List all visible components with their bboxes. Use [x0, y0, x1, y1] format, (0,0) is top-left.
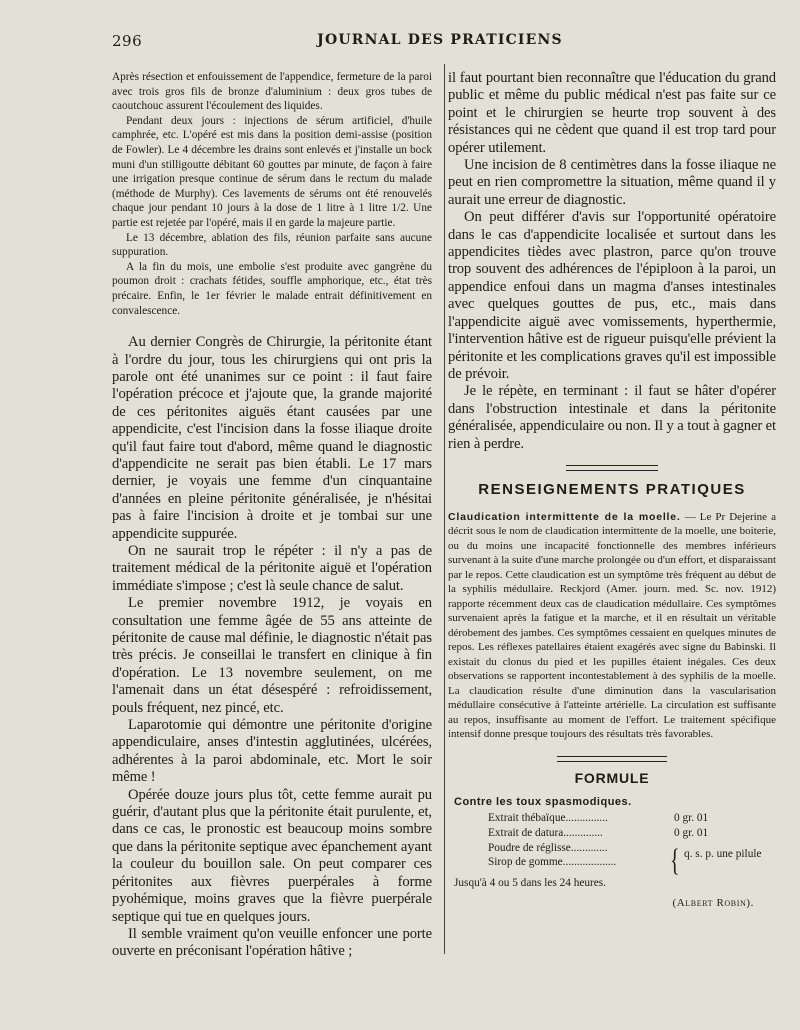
formule-subtitle: Contre les toux spasmodiques.: [454, 795, 632, 808]
ingredient-row: [448, 827, 776, 842]
brace-symbol: {: [670, 842, 680, 878]
ingredient-dose: 0 gr. 01: [674, 811, 709, 824]
case-paragraph: Le 13 décembre, ablation des fils, réunion parfaite sans aucune suppuration.: [112, 231, 432, 259]
body-paragraph: Laparotomie qui démontre une péritonite d'origine appendiculaire, anses d'intestin agglutinées, ulcérées, adhérentes à la paroi abdominale, etc. Mort le soir même !: [112, 717, 432, 786]
case-paragraph: Après résection et enfouissement de l'appendice, fermeture de la paroi avec trois gros fils de bronze d'aluminium : deux gros tubes de caoutchouc assurent l'écoulement des liquides.: [112, 71, 432, 113]
body-paragraph: il faut pourtant bien reconnaître que l'éducation du grand public et même du public médical n'est pas faite sur ce point et le chirurgien se heurte trop souvent à des résistances qui ne cèdent que quand il est trop tard pour opérer utilement.: [448, 70, 776, 156]
right-column: [448, 70, 776, 909]
body-paragraph: Il semble vraiment qu'on veuille enfoncer une porte ouverte en préconisant l'opération hâtive ;: [112, 925, 432, 960]
left-column: [112, 70, 432, 961]
ingredient-row: [448, 812, 776, 827]
body-paragraph: Au dernier Congrès de Chirurgie, la péritonite étant à l'ordre du jour, tous les chirurgiens qui ont pris la parole ont été unanimes sur ce point : il faut faire l'opération précoce et j'ajoute que, la grande majorité de ces péritonites aiguës étant causées par une appendicite, c'est l'incision dans la fosse iliaque droite qu'il faut faire tout d'abord, même quand le diagnostic d'appendicite ne serait pas bien établi. Le 17 mars dernier, je voyais une femme d'un cinquantaine d'années en pleine péritonite généralisée, je n'hésitai pas à faire l'incision à droite et je tombai sur une appendicite suppurée.: [112, 334, 432, 542]
formule-signature: (Albert Robin).: [672, 897, 754, 910]
ingredient-name: Sirop de gomme...................: [488, 856, 617, 869]
body-paragraph: Une incision de 8 centimètres dans la fosse iliaque ne peut en rien compromettre la situation, même quand il y aurait une erreur de diagnostic.: [448, 157, 776, 208]
body-paragraph: On ne saurait trop le répéter : il n'y a pas de traitement médical de la péritonite aiguë et l'opération immédiate s'impose ; c'est là seule chance de salut.: [112, 542, 432, 594]
formule-title: FORMULE: [574, 769, 650, 786]
article-body-left: [112, 334, 432, 961]
renseignements-section: [448, 465, 776, 742]
case-paragraph: Pendant deux jours : injections de sérum artificiel, d'huile camphrée, etc. L'opéré est mis dans la position demi-assise (position de Fowler). Le 4 décembre les drains sont enlevés et j'installe un bock muni d'un stilligoutte débitant 60 gouttes par minute, de façon à faire une irrigation presque continue de sérum dans le rectum du malade (méthode de Murphy). Ces lavements de sérums ont été renouvelés chaque jour pendant 10 jours à la dose de 1 litre à 1 litre 1/2. Une partie est rejetée par l'opéré, mais il en garde la majeure partie.: [112, 114, 432, 229]
formule-section: [448, 756, 776, 909]
page-number: 296: [112, 32, 143, 50]
page-header: [110, 32, 770, 54]
ingredient-name: Extrait thébaïque...............: [488, 811, 608, 824]
section-rule: [566, 465, 658, 471]
renseignements-body: [448, 510, 776, 742]
ingredient-list: [448, 811, 776, 878]
body-paragraph: Le premier novembre 1912, je voyais en consultation une femme âgée de 55 ans atteinte de péritonite de cause mal définie, le diagnostic n'était pas très précis. Je conseillai le transfert en clinique à fin d'opération. Le 13 novembre seulement, on me l'amenait dans un état désespéré : refroidissement, pouls fréquent, nez pincé, etc.: [112, 595, 432, 716]
ingredient-dose: 0 gr. 01: [674, 826, 709, 839]
renseignements-text: — Le Pr Dejerine a décrit sous le nom de claudication intermittente de la moelle, une boiterie, ou du moins une incapacité fonctionnelle des membres inférieurs survenant à la suite d'une marche prolongée ou d'un effort, et disparaissant par le repos. Cette claudication est un symptôme très fréquent au début de la syphilis médullaire. Reckjord (Amer. journ. med. Sc. nov. 1912) rapporte récemment deux cas de claudication médullaire. Ces symptômes survenaient après la fatigue et la marche, et il en résultait un véritable dérobement des jambes. Ces symptômes cessaient en quelques minutes de repos. Les réflexes patellaires étaient exagérés avec signe du Babinski. Il existait du clonus du pied et les pupilles étaient inégales. Ces deux observations se rapportent incontestablement à des syphilis de la moelle. La claudication résulte d'une diminution dans la vascularisation médullaire consécutive à l'atteinte artérielle. La circulation est suffisante au repos, insuffisante au moment de l'effort. Le traitement spécifique intensif donne presque toujours des résultats très favorables.: [448, 510, 776, 741]
body-paragraph: Opérée douze jours plus tôt, cette femme aurait pu guérir, d'autant plus que la péritonite était purulente, et, dans ce cas, le pronostic est beaucoup moins sombre que dans la péritonite septique avec épanchement ayant la couleur du bouillon sale. On peut comparer ces péritonites aux fièvres puerpérales à forme pyohémique, moins graves que la fièvre puerpérale septique qui tue en quelques jours.: [112, 786, 432, 925]
body-paragraph: On peut différer d'avis sur l'opportunité opératoire dans le cas d'appendicite localisée et surtout dans les appendicites tièdes avec plastron, parce qu'on trouve trop souvent des adhérences de l'épiploon à la paroi, un appendice enfoui dans un magma d'anses intestinales avec quelques gouttes de pus, etc., mais dans l'appendicite aiguë avec vomissements, hyperthermie, l'intervention hâtive est de rigueur puisqu'elle prévient la péritonite et les complications graves qu'il est impossible de prévoir.: [448, 209, 776, 382]
body-paragraph: Je le répète, en terminant : il faut se hâter d'opérer dans l'obstruction intestinale et dans la péritonite généralisée, appendiculaire ou non. Il y a tout à gagner et rien à perdre.: [448, 383, 776, 452]
case-report: [112, 70, 432, 318]
ingredient-group: [448, 841, 776, 878]
section-rule: [557, 756, 667, 762]
ingredient-name: Extrait de datura..............: [488, 826, 603, 839]
column-divider: [444, 64, 445, 954]
dosage-note: Jusqu'à 4 ou 5 dans les 24 heures.: [454, 877, 607, 890]
ingredient-name: Poudre de réglisse.............: [488, 841, 608, 854]
renseignements-paragraph: [448, 510, 776, 742]
running-title: JOURNAL DES PRATICIENS: [317, 32, 563, 48]
renseignements-title: RENSEIGNEMENTS PRATIQUES: [478, 480, 746, 498]
renseignements-item-title: Claudication intermittente de la moelle.: [448, 510, 681, 523]
article-body-right: [448, 70, 776, 453]
case-paragraph: A la fin du mois, une embolie s'est produite avec gangrène du poumon droit : crachats fétides, souffle amphorique, etc., état très précaire. Enfin, le 1er février le malade entrait définitivement en convalescence.: [112, 260, 432, 317]
brace-label: q. s. p. une pilule: [684, 847, 762, 860]
